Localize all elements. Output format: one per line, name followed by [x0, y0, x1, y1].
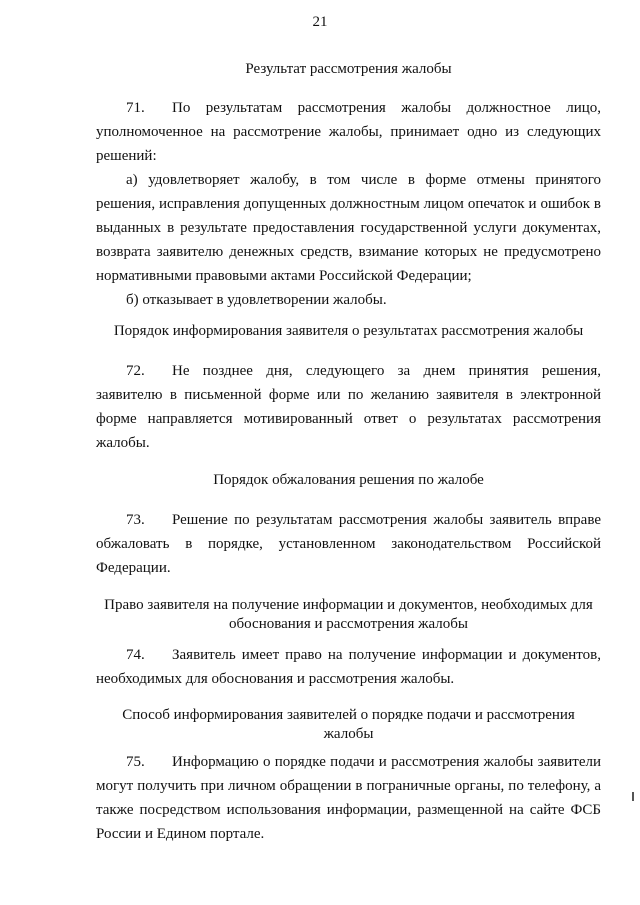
paragraph-number: 73. [126, 512, 145, 528]
paragraph-73 [96, 508, 601, 580]
paragraph-number: 74. [126, 647, 145, 663]
section-heading-informing-method: Способ информирования заявителей о порядке подачи и рассмотрения жалобы [122, 707, 575, 742]
scan-edge-mark [632, 792, 634, 801]
paragraph-72 [96, 359, 601, 455]
section-heading-right-to-information: Право заявителя на получение информации и документов, необходимых для обоснования и рассмотрения жалобы [104, 597, 593, 632]
section-heading-informing-result: Порядок информирования заявителя о результатах рассмотрения жалобы [113, 323, 584, 339]
paragraph-text: Решение по результатам рассмотрения жалобы заявитель вправе обжаловать в порядке, установленном законодательством Российской Федерации. [96, 512, 601, 576]
paragraph-75 [96, 750, 601, 846]
paragraph-text: Информацию о порядке подачи и рассмотрения жалобы заявители могут получить при личном обращении в пограничные органы, по телефону, а также посредством использования информации, размещенной на сайте ФСБ России и Едином портале. [96, 754, 601, 842]
paragraph-number: 72. [126, 363, 145, 379]
paragraph-text: Не позднее дня, следующего за днем принятия решения, заявителю в письменной форме или по желанию заявителя в электронной форме направляется мотивированный ответ о результатах рассмотрения жалобы. [96, 363, 601, 451]
section-heading-result: Результат рассмотрения жалобы [245, 61, 452, 77]
paragraph-74 [96, 643, 601, 691]
paragraph-71 [96, 96, 601, 168]
paragraph-number: 71. [126, 100, 145, 116]
section-heading-appeal-decision: Порядок обжалования решения по жалобе [213, 472, 484, 488]
list-item-a: а) удовлетворяет жалобу, в том числе в форме отмены принятого решения, исправления допущенных должностным лицом опечаток и ошибок в выданных в результате предоставления государственной услуги документах, возврата заявителю денежных средств, взимание которых не предусмотрено нормативными правовыми актами Российской Федерации; [96, 172, 601, 284]
page-number: 21 [312, 14, 328, 30]
paragraph-text: По результатам рассмотрения жалобы должностное лицо, уполномоченное на рассмотрение жалобы, принимает одно из следующих решений: [96, 100, 601, 164]
paragraph-text: Заявитель имеет право на получение информации и документов, необходимых для обоснования и рассмотрения жалобы. [96, 647, 601, 687]
list-item-b: б) отказывает в удовлетворении жалобы. [126, 292, 387, 308]
paragraph-number: 75. [126, 754, 145, 770]
